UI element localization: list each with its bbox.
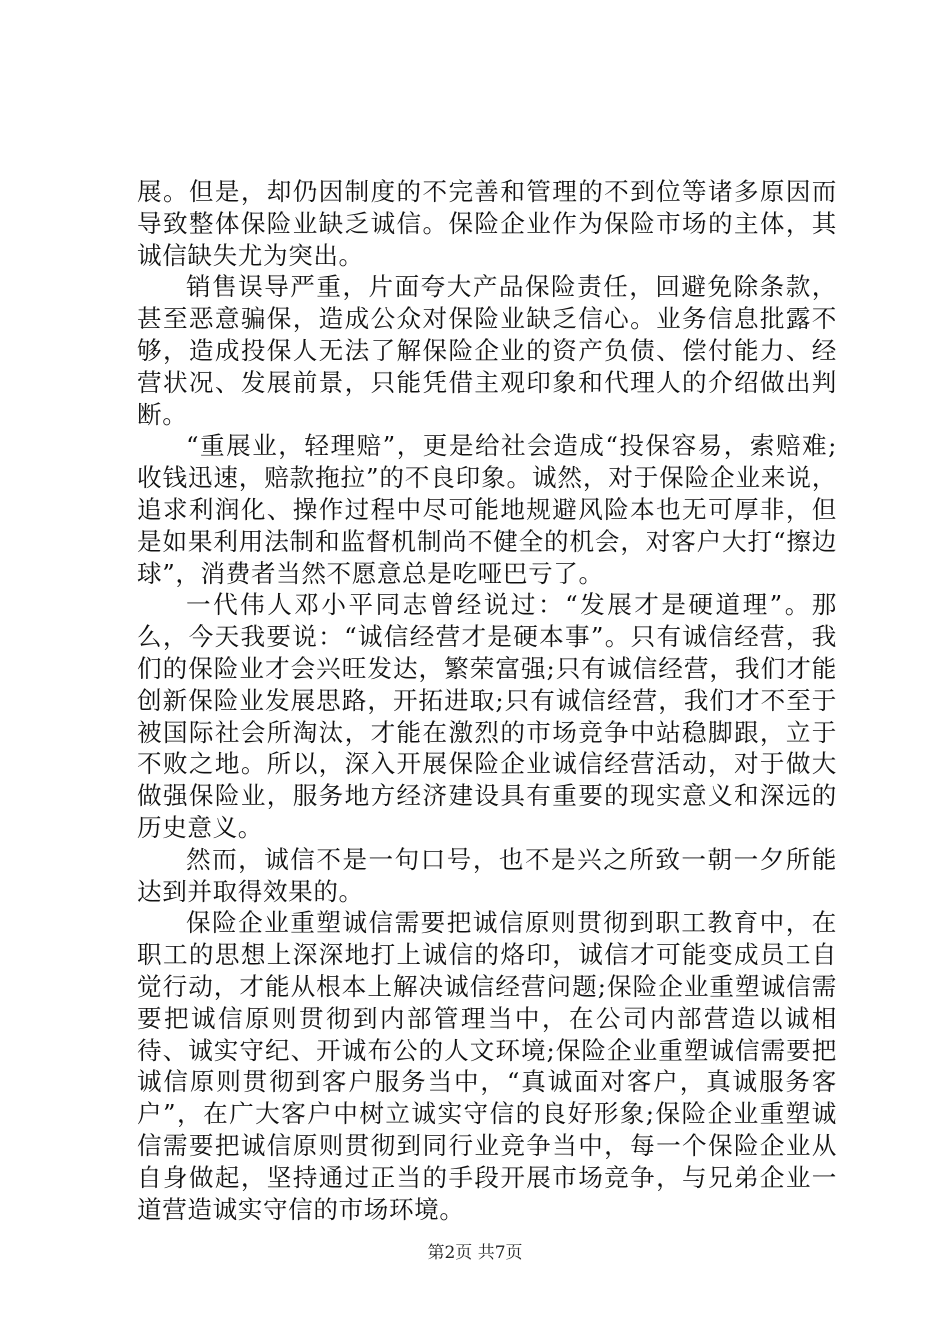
paragraph-1: 展。但是，却仍因制度的不完善和管理的不到位等诸多原因而导致整体保险业缺乏诚信。保险企业作为保险市场的主体，其诚信缺失尤为突出。 — [137, 177, 837, 270]
body-text — [137, 176, 837, 1225]
paragraph-6: 保险企业重塑诚信需要把诚信原则贯彻到职工教育中，在职工的思想上深深地打上诚信的烙印，诚信才可能变成员工自觉行动，才能从根本上解决诚信经营问题;保险企业重塑诚信需要把诚信原则贯彻到内部管理当中，在公司内部营造以诚相待、诚实守纪、开诚布公的人文环境;保险企业重塑诚信需要把诚信原则贯彻到客户服务当中，“真诚面对客户，真诚服务客户”，在广大客户中树立诚实守信的良好形象;保险企业重塑诚信需要把诚信原则贯彻到同行业竞争当中，每一个保险企业从自身做起，坚持通过正当的手段开展市场竞争，与兄弟企业一道营造诚实守信的市场环境。 — [137, 908, 837, 1224]
paragraph-3: “重展业，轻理赔”，更是给社会造成“投保容易，索赔难;收钱迅速，赔款拖拉”的不良印象。诚然，对于保险企业来说，追求利润化、操作过程中尽可能地规避风险本也无可厚非，但是如果利用法制和监督机制尚不健全的机会，对客户大打“擦边球”，消费者当然不愿意总是吃哑巴亏了。 — [137, 431, 837, 588]
paragraph-2: 销售误导严重，片面夸大产品保险责任，回避免除条款，甚至恶意骗保，造成公众对保险业缺乏信心。业务信息批露不够，造成投保人无法了解保险企业的资产负债、偿付能力、经营状况、发展前景，只能凭借主观印象和代理人的介绍做出判断。 — [137, 272, 837, 429]
page-footer: 第2页 共7页 — [427, 1243, 523, 1263]
paragraph-4: 一代伟人邓小平同志曾经说过：“发展才是硬道理”。那么，今天我要说：“诚信经营才是硬本事”。只有诚信经营，我们的保险业才会兴旺发达，繁荣富强;只有诚信经营，我们才能创新保险业发展思路，开拓进取;只有诚信经营，我们才不至于被国际社会所淘汰，才能在激烈的市场竞争中站稳脚跟，立于不败之地。所以，深入开展保险企业诚信经营活动，对于做大做强保险业，服务地方经济建设具有重要的现实意义和深远的历史意义。 — [137, 590, 837, 842]
paragraph-5: 然而，诚信不是一句口号，也不是兴之所致一朝一夕所能达到并取得效果的。 — [137, 844, 837, 906]
